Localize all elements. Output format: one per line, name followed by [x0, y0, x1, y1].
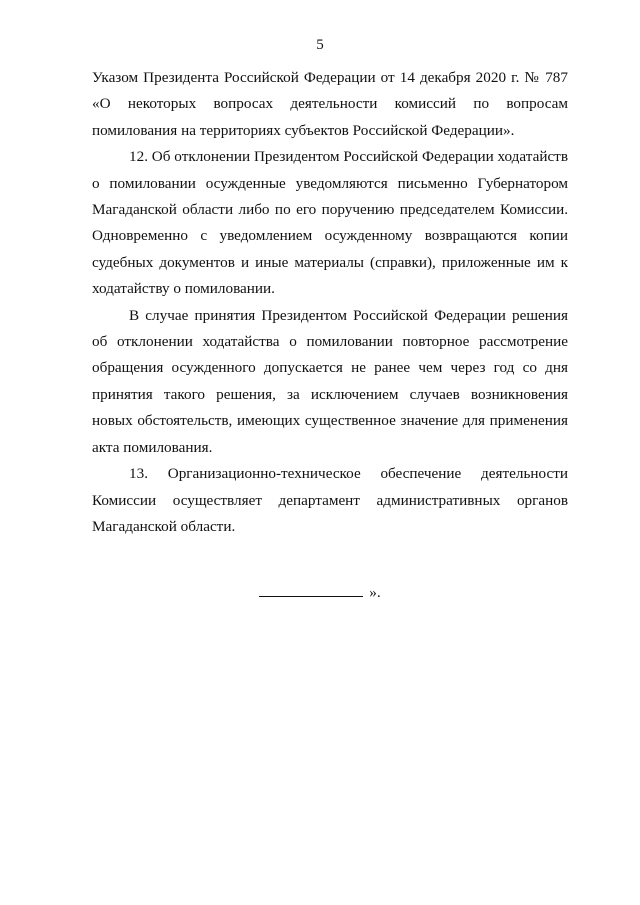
document-body	[92, 65, 568, 540]
paragraph-item-13: 13. Организационно-техническое обеспечение деятельности Комиссии осуществляет департамент административных органов Магаданской области.	[92, 465, 568, 535]
signature-rule	[259, 582, 363, 597]
closing-line	[0, 582, 640, 602]
paragraph-intro: Указом Президента Российской Федерации от 14 декабря 2020 г. № 787 «О некоторых вопросах деятельности комиссий по вопросам помилования на территориях субъектов Российской Федерации».	[92, 69, 568, 139]
paragraph-item-12-repeat: В случае принятия Президентом Российской Федерации решения об отклонении ходатайства о помиловании повторное рассмотрение обращения осужденного допускается не ранее чем через год со дня принятия такого решения, за исключением случаев возникновения новых обстоятельств, имеющих существенное значение для применения акта помилования.	[92, 306, 568, 456]
closing-quote-mark: ».	[369, 584, 381, 601]
paragraph-item-12: 12. Об отклонении Президентом Российской Федерации ходатайств о помиловании осужденные уведомляются письменно Губернатором Магаданской области либо по его поручению председателем Комиссии. Одновременно с уведомлением осужденному возвращаются копии судебных документов и иные материалы (справки), приложенные им к ходатайству о помиловании.	[92, 148, 568, 298]
page-number: 5	[316, 37, 324, 53]
